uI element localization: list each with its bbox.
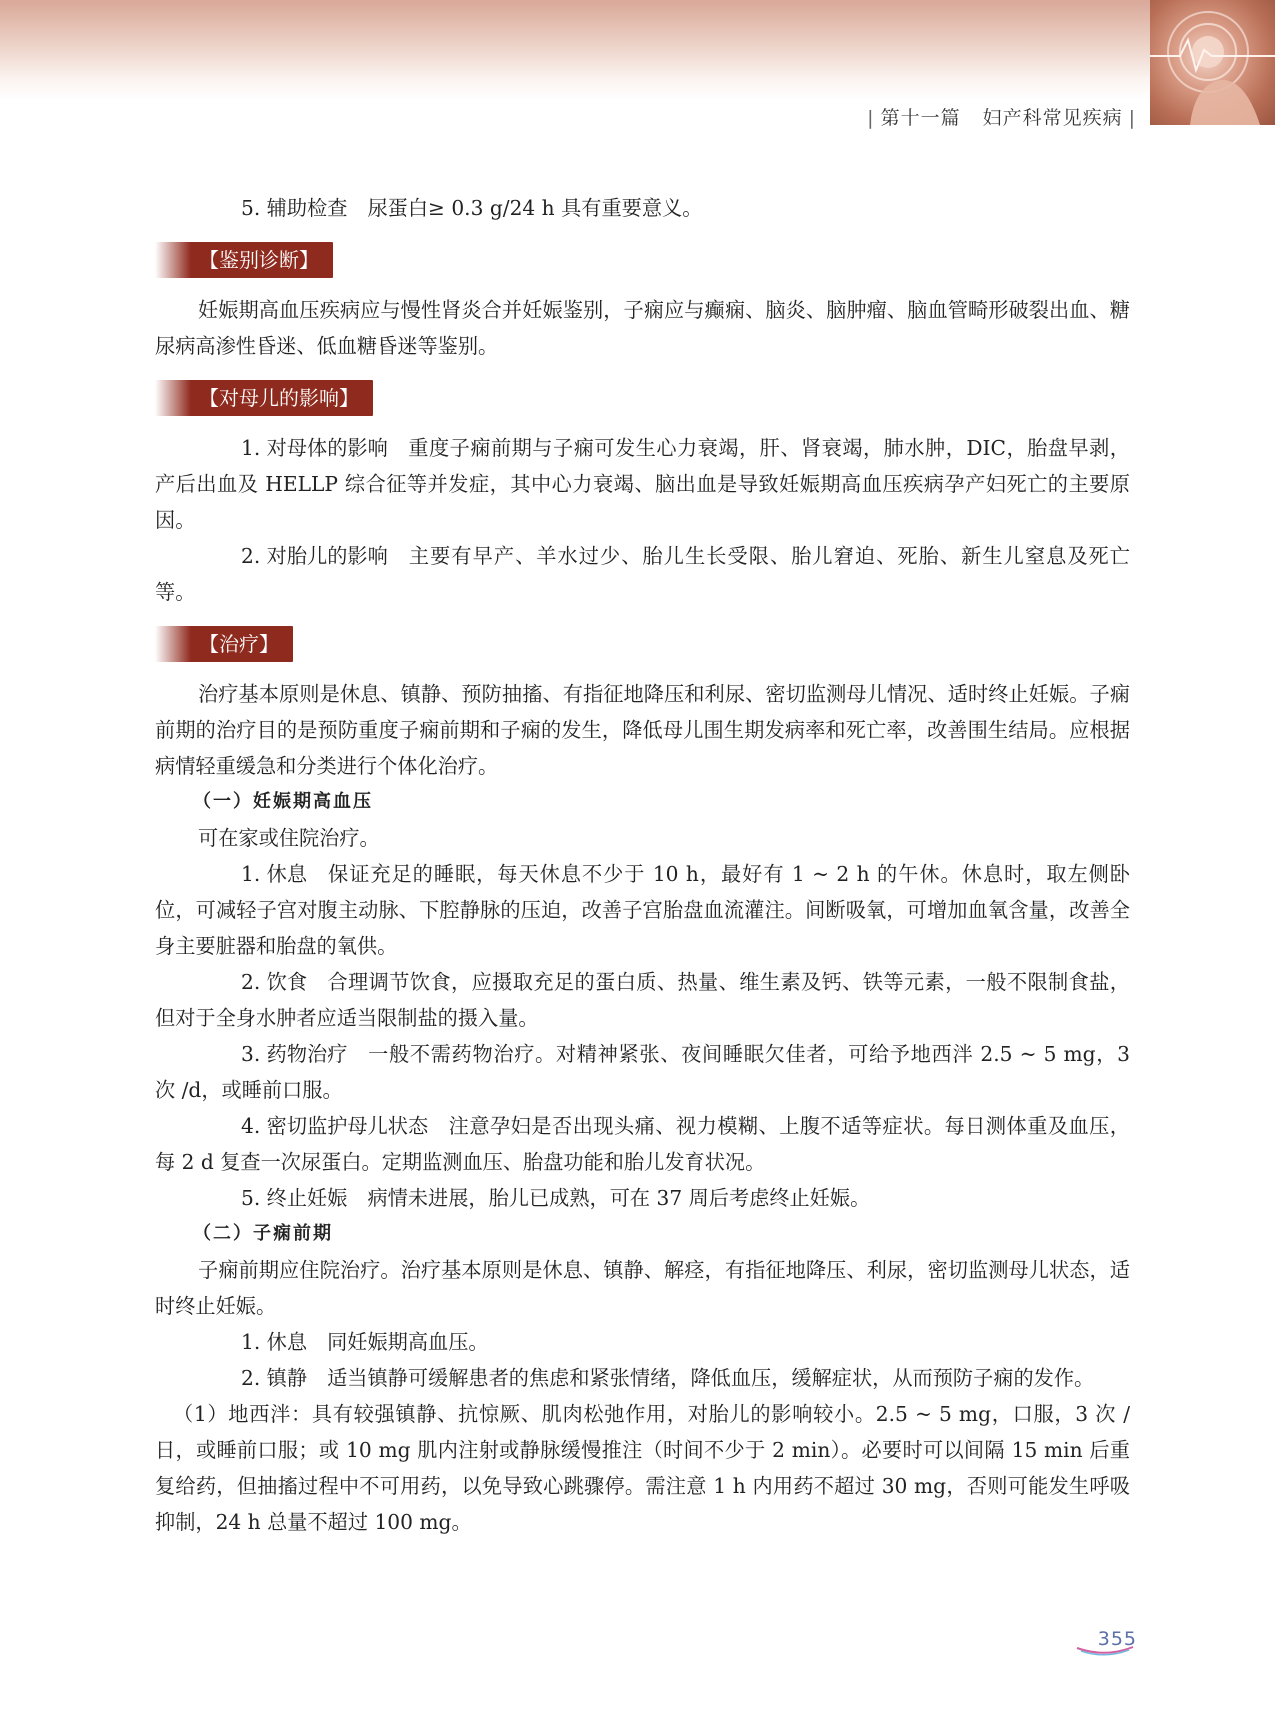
running-header: | 第十一篇 妇产科常见疾病 | xyxy=(867,107,1136,129)
main-content xyxy=(155,190,1130,1540)
sub2-diazepam: （1）地西泮：具有较强镇静、抗惊厥、肌肉松弛作用，对胎儿的影响较小。2.5 ~ 5 mg，口服，3 次 / 日，或睡前口服；或 10 mg 肌内注射或静脉缓慢推注（时间不少于 2 min）。必要时可以间隔 15 min 后重复给药，但抽搐过程中不可用药，以免导致心跳骤停。需注意 1 h 内用药不超过 30 mg，否则可能发生呼吸抑制，24 h 总量不超过 100 mg。 xyxy=(155,1402,1130,1534)
treatment-intro-paragraph: 治疗基本原则是休息、镇静、预防抽搐、有指征地降压和利尿、密切监测母儿情况、适时终止妊娠。子痫前期的治疗目的是预防重度子痫前期和子痫的发生，降低母儿围生期发病率和死亡率，改善围生结局。应根据病情轻重缓急和分类进行个体化治疗。 xyxy=(155,682,1130,778)
section-heading-differential: 【鉴别诊断】 xyxy=(155,242,333,278)
subheading-preeclampsia: （二）子痫前期 xyxy=(193,1223,333,1244)
header-background xyxy=(0,0,1275,100)
sub2-rest: 1. 休息 同妊娠期高血压。 xyxy=(241,1330,489,1354)
section-heading-treatment: 【治疗】 xyxy=(155,626,293,662)
sub1-diet: 2. 饮食 合理调节饮食，应摄取充足的蛋白质、热量、维生素及钙、铁等元素，一般不限制食盐，但对于全身水肿者应适当限制盐的摄入量。 xyxy=(155,970,1130,1030)
stethoscope-heart-image xyxy=(1150,0,1275,125)
sub2-intro: 子痫前期应住院治疗。治疗基本原则是休息、镇静、解痉，有指征地降压、利尿，密切监测母儿状态，适时终止妊娠。 xyxy=(155,1258,1130,1318)
header-title: 妇产科常见疾病 xyxy=(982,107,1123,129)
sub1-rest: 1. 休息 保证充足的睡眠，每天休息不少于 10 h，最好有 1 ~ 2 h 的午休。休息时，取左侧卧位，可减轻子宫对腹主动脉、下腔静脉的压迫，改善子宫胎盘血流灌注。间断吸氧，可增加血氧含量，改善全身主要脏器和胎盘的氧供。 xyxy=(155,862,1130,958)
sub1-medication: 3. 药物治疗 一般不需药物治疗。对精神紧张、夜间睡眠欠佳者，可给予地西泮 2.5 ~ 5 mg，3 次 /d，或睡前口服。 xyxy=(155,1042,1130,1102)
impact-fetal-paragraph: 2. 对胎儿的影响 主要有早产、羊水过少、胎儿生长受限、胎儿窘迫、死胎、新生儿窒息及死亡等。 xyxy=(155,544,1130,604)
section-heading-impact: 【对母儿的影响】 xyxy=(155,380,373,416)
intro-paragraph: 5. 辅助检查 尿蛋白≥ 0.3 g/24 h 具有重要意义。 xyxy=(241,196,703,220)
page-number: 355 xyxy=(1097,1628,1137,1650)
sub2-sedation: 2. 镇静 适当镇静可缓解患者的焦虑和紧张情绪，降低血压，缓解症状，从而预防子痫的发作。 xyxy=(241,1366,1095,1390)
sub1-monitoring: 4. 密切监护母儿状态 注意孕妇是否出现头痛、视力模糊、上腹不适等症状。每日测体重及血压，每 2 d 复查一次尿蛋白。定期监测血压、胎盘功能和胎儿发育状况。 xyxy=(155,1114,1130,1174)
sub1-intro: 可在家或住院治疗。 xyxy=(198,826,380,850)
header-part: 第十一篇 xyxy=(880,107,961,129)
differential-paragraph: 妊娠期高血压疾病应与慢性肾炎合并妊娠鉴别，子痫应与癫痫、脑炎、脑肿瘤、脑血管畸形破裂出血、糖尿病高渗性昏迷、低血糖昏迷等鉴别。 xyxy=(155,298,1130,358)
sub1-termination: 5. 终止妊娠 病情未进展，胎儿已成熟，可在 37 周后考虑终止妊娠。 xyxy=(241,1186,871,1210)
page-number-swoosh-icon xyxy=(1075,1644,1135,1656)
subheading-gestational-hypertension: （一）妊娠期高血压 xyxy=(193,791,373,812)
impact-maternal-paragraph: 1. 对母体的影响 重度子痫前期与子痫可发生心力衰竭，肝、肾衰竭，肺水肿，DIC，胎盘早剥，产后出血及 HELLP 综合征等并发症，其中心力衰竭、脑出血是导致妊娠期高血压疾病孕产妇死亡的主要原因。 xyxy=(155,436,1130,532)
